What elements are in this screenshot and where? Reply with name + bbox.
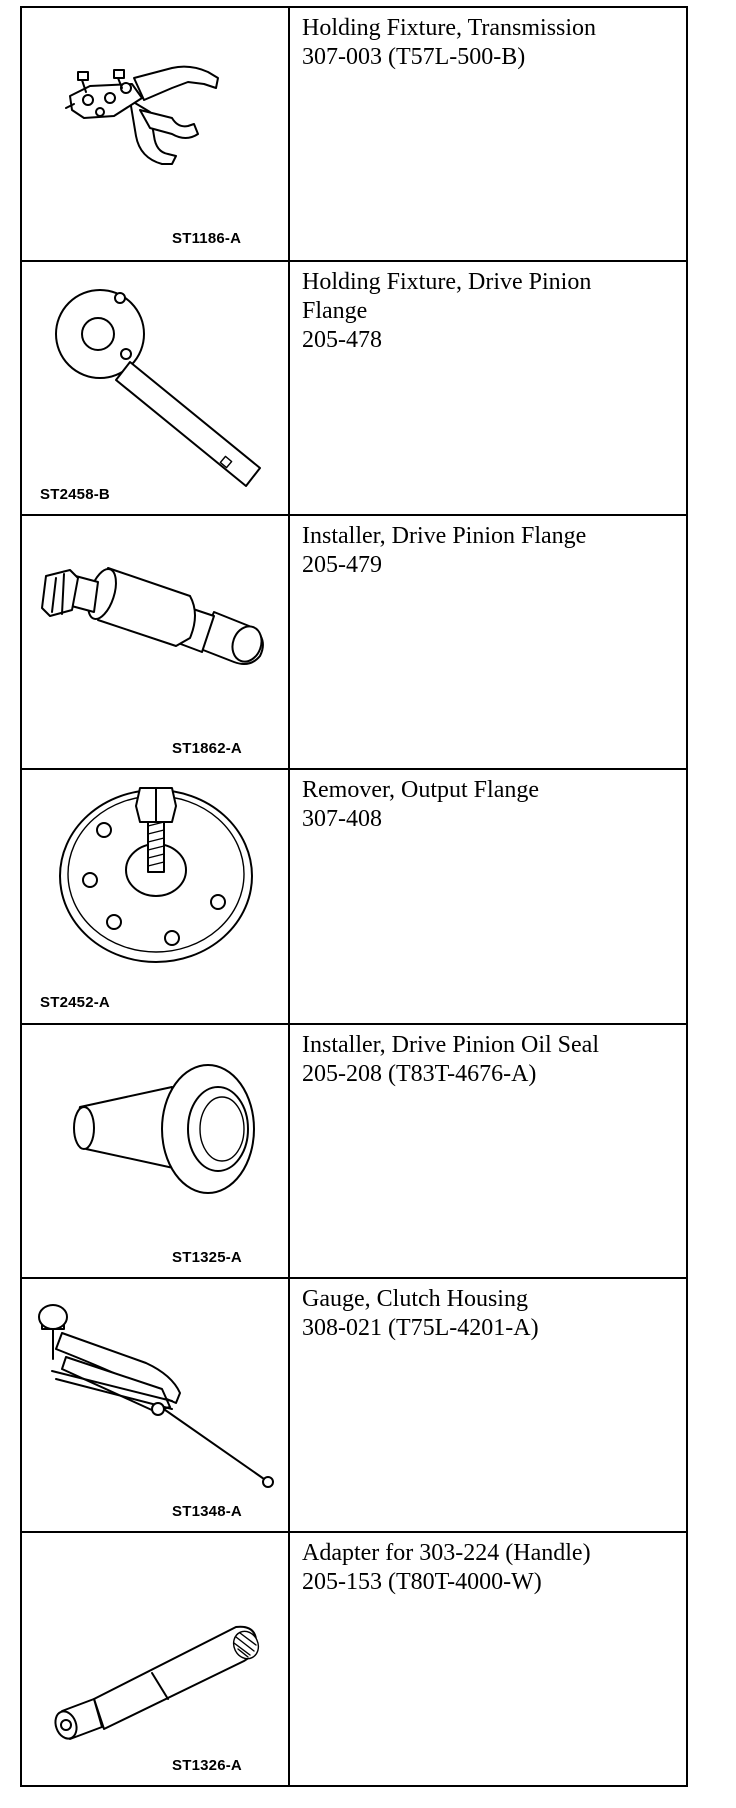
tool-description-cell [289, 1278, 687, 1532]
handle-adapter-icon [22, 1533, 290, 1787]
transmission-holding-fixture-icon [22, 8, 290, 262]
tool-code: ST1326-A [172, 1756, 242, 1774]
tool-illustration-cell [21, 261, 289, 515]
table-row [21, 1532, 687, 1786]
tool-number: 307-408 [302, 806, 382, 833]
tool-name: Holding Fixture, Transmission [302, 15, 597, 41]
tool-name: Installer, Drive Pinion Oil Seal [302, 1031, 599, 1058]
tool-illustration-cell [21, 515, 289, 769]
tool-illustration-cell [21, 7, 289, 261]
tool-number: 307-003 (T57L-500-B) [302, 44, 526, 70]
table-row [21, 515, 687, 769]
tool-code: ST1325-A [172, 1248, 242, 1266]
tool-description-cell [289, 1024, 687, 1278]
tool-code: ST1862-A [172, 740, 242, 758]
table-row [21, 769, 687, 1023]
tool-description [290, 8, 686, 72]
tool-code: ST1186-A [172, 230, 242, 247]
pinion-flange-installer-icon [22, 516, 290, 770]
oil-seal-installer-icon [22, 1025, 290, 1279]
tool-code: ST2458-B [40, 486, 110, 504]
tool-code: ST1348-A [172, 1502, 242, 1520]
tool-number: 205-153 (T80T-4000-W) [302, 1568, 542, 1595]
tool-description-cell [289, 1532, 687, 1786]
tool-illustration-cell [21, 1278, 289, 1532]
tool-description-cell [289, 261, 687, 515]
table-row [21, 1278, 687, 1532]
tool-number: 205-208 (T83T-4676-A) [302, 1060, 537, 1087]
tool-name: Remover, Output Flange [302, 777, 539, 804]
tool-name-continued: Flange [302, 298, 368, 325]
special-tools-table [20, 6, 688, 1787]
tool-description [290, 770, 686, 834]
tool-description [290, 516, 686, 580]
output-flange-remover-icon [22, 770, 290, 1024]
tool-name: Adapter for 303-224 (Handle) [302, 1539, 591, 1566]
tool-illustration-cell [21, 769, 289, 1023]
tool-description-cell [289, 7, 687, 261]
table-row [21, 261, 687, 515]
tool-code: ST2452-A [40, 994, 110, 1012]
clutch-housing-gauge-icon [22, 1279, 290, 1533]
tool-illustration-cell [21, 1024, 289, 1278]
tool-number: 205-478 [302, 327, 382, 354]
tool-description-cell [289, 769, 687, 1023]
tool-description-cell [289, 515, 687, 769]
tool-name: Installer, Drive Pinion Flange [302, 523, 587, 550]
tool-name: Gauge, Clutch Housing [302, 1285, 528, 1312]
tool-description [290, 1533, 686, 1597]
table-row [21, 1024, 687, 1278]
tool-name: Holding Fixture, Drive Pinion [302, 269, 592, 296]
tool-number: 205-479 [302, 552, 382, 579]
tool-illustration-cell [21, 1532, 289, 1786]
pinion-flange-holding-wrench-icon [22, 262, 290, 516]
table-row [21, 7, 687, 261]
tool-description [290, 1279, 686, 1343]
tool-description [290, 262, 686, 355]
tool-description [290, 1025, 686, 1089]
tool-number: 308-021 (T75L-4201-A) [302, 1314, 539, 1341]
